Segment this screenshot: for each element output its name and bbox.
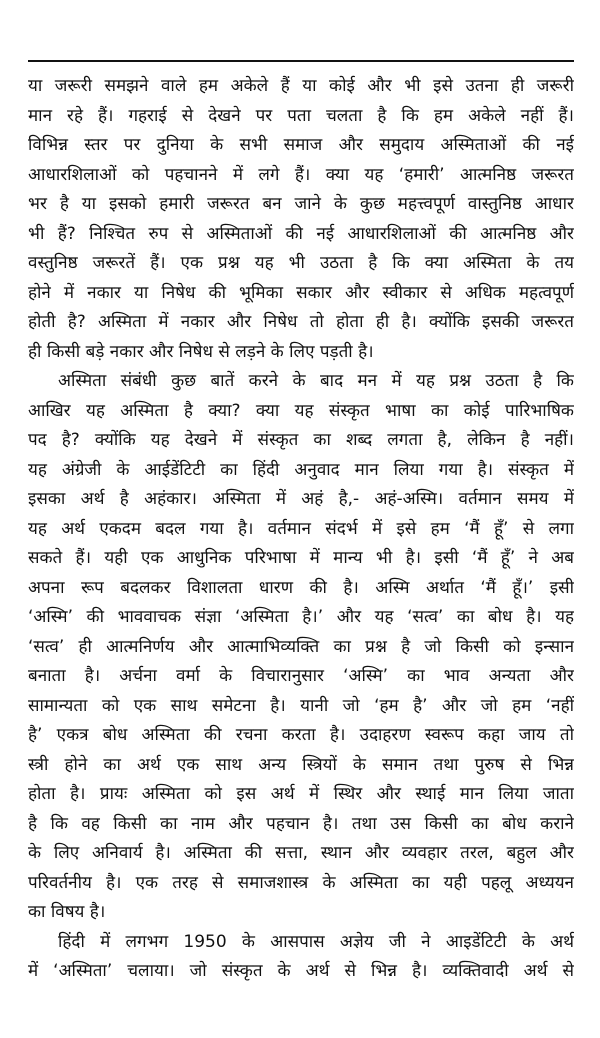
text-line: आधारशिलाओं को पहचानने में लगे हैं। क्या यह ‘हमारी’ आत्मनिष्ठ जरूरत xyxy=(28,164,574,185)
text-line: विभिन्न स्तर पर दुनिया के सभी समाज और समुदाय अस्मिताओं की नई xyxy=(28,135,574,155)
text-line: हिंदी में लगभग 1950 के आसपास अज्ञेय जी ने आइडेंटिटी के अर्थ xyxy=(58,931,574,952)
text-line: वस्तुनिष्ठ जरूरतें हैं। एक प्रश्न यह भी उठता है कि क्या अस्मिता के तय xyxy=(28,253,574,273)
text-line: यह अंग्रेजी के आईडेंटिटी का हिंदी अनुवाद मान लिया गया है। संस्कृत में xyxy=(28,459,574,480)
text-line: के लिए अनिवार्य है। अस्मिता की सत्ता, स्थान और व्यवहार तरल, बहुल और xyxy=(28,843,574,863)
text-line: सामान्यता को एक साथ समेटना है। यानी जो ‘हम है’ और जो हम ‘नहीं xyxy=(28,695,574,716)
text-line: अपना रूप बदलकर विशालता धारण की है। अस्मि अर्थात ‘मैं हूँ।’ इसी xyxy=(28,577,574,598)
text-line: है’ एकत्र बोध अस्मिता की रचना करता है। उदाहरण स्वरूप कहा जाय तो xyxy=(28,725,574,745)
text-line: स्त्री होने का अर्थ एक साथ अन्य स्त्रियों के समान तथा पुरुष से भिन्न xyxy=(28,754,574,775)
text-line: मान रहे हैं। गहराई से देखने पर पता चलता है कि हम अकेले नहीं हैं। xyxy=(28,105,574,126)
body-text xyxy=(28,72,574,987)
text-line: या जरूरी समझने वाले हम अकेले हैं या कोई और भी इसे उतना ही जरूरी xyxy=(28,76,574,96)
text-line: पद है? क्योंकि यह देखने में संस्कृत का शब्द लगता है, लेकिन है नहीं। xyxy=(28,430,574,450)
paragraph-2 xyxy=(28,367,574,928)
text-line: होने में नकार या निषेध की भूमिका सकार और स्वीकार से अधिक महत्वपूर्ण xyxy=(28,282,574,303)
text-line: भी हैं? निश्चित रुप से अस्मिताओं की नई आधारशिलाओं की आत्मनिष्ठ और xyxy=(28,223,574,244)
text-line: होती है? अस्मिता में नकार और निषेध तो होता ही है। क्योंकि इसकी जरूरत xyxy=(28,312,574,332)
text-line: इसका अर्थ है अहंकार। अस्मिता में अहं है,- अहं-अस्मि। वर्तमान समय में xyxy=(28,489,574,509)
text-line: ‘सत्व’ ही आत्मनिर्णय और आत्माभिव्यक्ति का प्रश्न है जो किसी को इन्सान xyxy=(28,636,574,657)
text-line: बनाता है। अर्चना वर्मा के विचारानुसार ‘अस्मि’ का भाव अन्यता और xyxy=(28,666,574,686)
text-line: ‘अस्मि’ की भाववाचक संज्ञा ‘अस्मिता है।’ और यह ‘सत्व’ का बोध है। यह xyxy=(28,607,574,627)
paragraph-1 xyxy=(28,72,574,367)
text-line: यह अर्थ एकदम बदल गया है। वर्तमान संदर्भ में इसे हम ‘मैं हूँ’ से लगा xyxy=(28,518,574,539)
text-line: आखिर यह अस्मिता है क्या? क्या यह संस्कृत भाषा का कोई पारिभाषिक xyxy=(28,400,574,421)
text-line: है कि वह किसी का नाम और पहचान है। तथा उस किसी का बोध कराने xyxy=(28,813,574,834)
text-line: होता है। प्रायः अस्मिता को इस अर्थ में स्थिर और स्थाई मान लिया जाता xyxy=(28,784,574,804)
paragraph-3 xyxy=(28,928,574,987)
text-line: अस्मिता संबंधी कुछ बातें करने के बाद मन में यह प्रश्न उठता है कि xyxy=(58,371,574,391)
text-line: परिवर्तनीय है। एक तरह से समाजशास्त्र के अस्मिता का यही पहलू अध्ययन xyxy=(28,872,574,893)
text-line: ही किसी बड़े नकार और निषेध से लड़ने के लिए पड़ती है। xyxy=(28,341,374,362)
text-line: भर है या इसको हमारी जरूरत बन जाने के कुछ महत्त्वपूर्ण वास्तुनिष्ठ आधार xyxy=(28,194,574,214)
top-rule xyxy=(28,60,574,62)
text-line: का विषय है। xyxy=(28,902,106,922)
text-line: में ‘अस्मिता’ चलाया। जो संस्कृत के अर्थ से भिन्न है। व्यक्तिवादी अर्थ से xyxy=(28,961,574,981)
text-line: सकते हैं। यही एक आधुनिक परिभाषा में मान्य भी है। इसी ‘मैं हूँ’ ने अब xyxy=(28,548,574,568)
